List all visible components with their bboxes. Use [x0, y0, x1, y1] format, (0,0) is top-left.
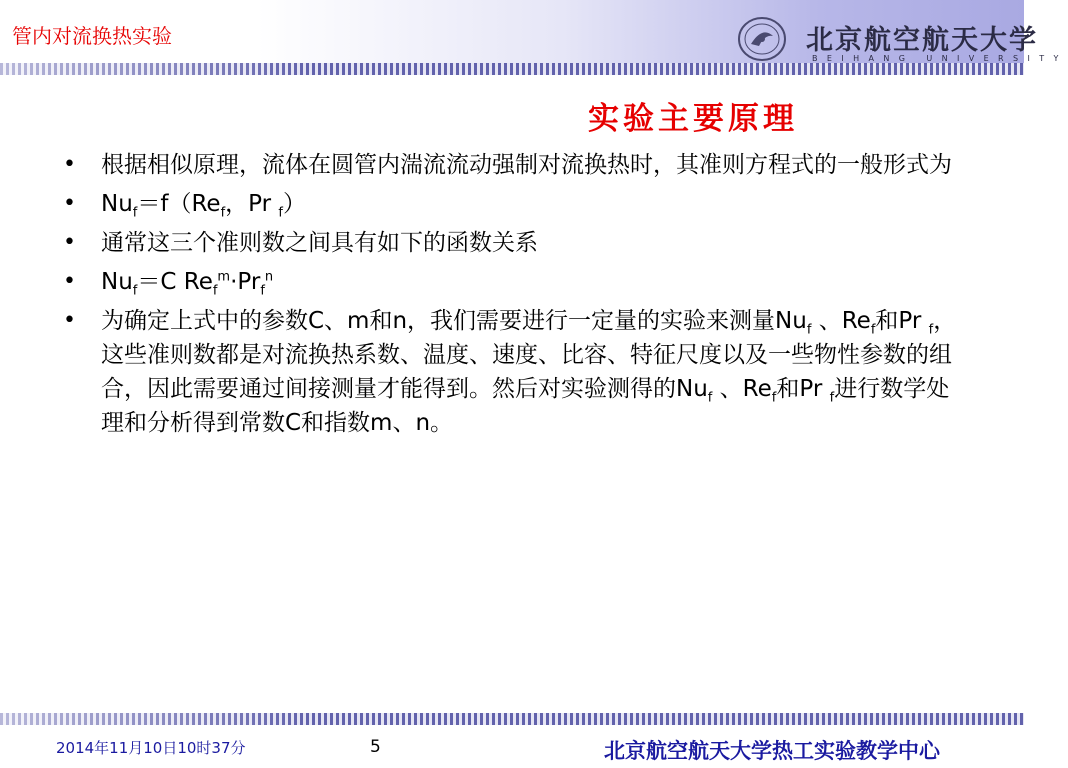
university-logo-text: 北京航空航天大学: [806, 25, 1038, 56]
subscript: f: [771, 390, 777, 406]
bullet-text: 为确定上式中的参数C、m和n，我们需要进行一定量的实验来测量Nu: [101, 308, 807, 334]
equation-nu: Nu: [101, 191, 133, 217]
page-number: 5: [370, 737, 381, 757]
bullet-text: 、Re: [712, 376, 772, 402]
footer-organization: 北京航空航天大学热工实验教学中心: [604, 739, 940, 763]
equation-text: ，Pr: [225, 191, 279, 217]
bullet-item: [55, 226, 965, 260]
bullet-list: [55, 148, 965, 445]
bullet-text: ，这些准则数都是对流换热系数、温度、速度、比容、特征尺度以及一些物性参数的组合，因此需要通过间接测量才能得到。然后对实验测得的Nu: [101, 308, 957, 402]
bullet-text: 、Re: [811, 308, 871, 334]
header-title: 管内对流换热实验: [12, 24, 172, 48]
equation-text: ）: [282, 191, 306, 217]
bullet-item: [55, 304, 965, 440]
bullet-text: 通常这三个准则数之间具有如下的函数关系: [101, 230, 538, 256]
bullet-text: 和Pr: [875, 308, 929, 334]
header-stripe: [0, 63, 1024, 75]
subscript: f: [707, 390, 713, 406]
equation-nu: Nu: [101, 269, 133, 295]
footer-date: 2014年11月10日10时37分: [56, 739, 246, 757]
subscript: f: [806, 322, 812, 338]
university-logo-subtext: BEIHANG UNIVERSITY: [812, 54, 1068, 63]
bullet-item: [55, 187, 965, 221]
subscript: f: [220, 205, 226, 221]
bullet-item: [55, 148, 965, 182]
section-title: 实验主要原理: [588, 101, 798, 137]
bullet-dot: •: [63, 269, 76, 294]
subscript: f: [870, 322, 876, 338]
bullet-dot: •: [63, 152, 76, 177]
subscript: f: [132, 205, 138, 221]
bullet-item: [55, 265, 965, 299]
subscript: f: [928, 322, 934, 338]
subscript: f: [132, 283, 138, 299]
subscript: f: [278, 205, 283, 221]
bullet-text: 根据相似原理，流体在圆管内湍流流动强制对流换热时，其准则方程式的一般形式为: [101, 152, 952, 178]
bullet-dot: •: [63, 230, 76, 255]
subscript: f: [829, 390, 835, 406]
equation-text: ＝C Re: [137, 269, 213, 295]
equation-text: ·Pr: [230, 269, 261, 295]
subscript: f: [212, 283, 218, 299]
superscript: m: [217, 269, 231, 285]
equation-text: ＝f（Re: [137, 191, 221, 217]
bullet-text: 进行数学处理和分析得到常数C和指数m、n。: [101, 376, 950, 436]
subscript: f: [260, 283, 265, 299]
bullet-dot: •: [63, 191, 76, 216]
university-seal-icon: [737, 16, 787, 62]
superscript: n: [264, 269, 274, 285]
bullet-text: 和Pr: [776, 376, 830, 402]
footer-stripe: [0, 713, 1024, 725]
bullet-dot: •: [63, 308, 76, 333]
